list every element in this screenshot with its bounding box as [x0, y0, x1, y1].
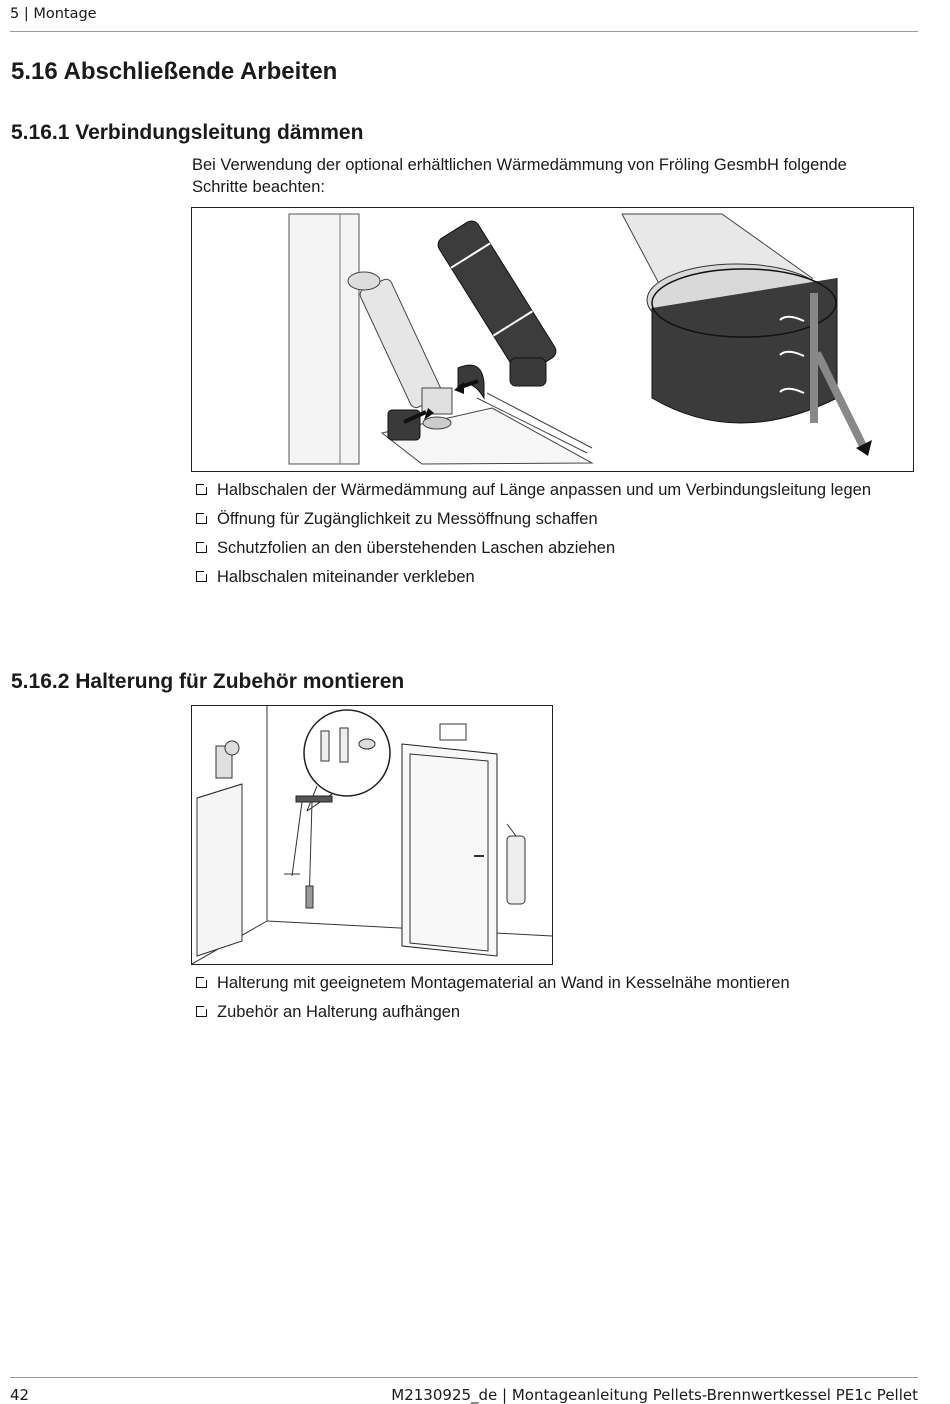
- step-text: Halbschalen miteinander verkleben: [217, 568, 475, 586]
- page-footer: [10, 1377, 918, 1404]
- checkbox-icon: [196, 513, 207, 524]
- step-item: [196, 480, 906, 501]
- insulation-illustration: [191, 207, 914, 472]
- intro-text: Bei Verwendung der optional erhältlichen Wärmedämmung von Fröling GesmbH folgende Schritte beachten:: [192, 156, 847, 196]
- header-text: 5 | Montage: [10, 6, 97, 22]
- page-header: [10, 6, 918, 32]
- checkbox-icon: [196, 1006, 207, 1017]
- insulation-drawing: [192, 208, 913, 471]
- subsection-title-holder: 5.16.2 Halterung für Zubehör montieren: [11, 670, 405, 693]
- subsection-title-insulation: 5.16.1 Verbindungsleitung dämmen: [11, 121, 364, 144]
- step-text: Halterung mit geeignetem Montagematerial an Wand in Kesselnähe montieren: [217, 974, 790, 992]
- document-reference: M2130925_de | Montageanleitung Pellets-Brennwertkessel PE1c Pellet: [391, 1386, 918, 1404]
- checkbox-icon: [196, 542, 207, 553]
- insulation-steps: [196, 480, 906, 596]
- step-item: [196, 567, 906, 588]
- step-text: Öffnung für Zugänglichkeit zu Messöffnung schaffen: [217, 510, 598, 528]
- checkbox-icon: [196, 484, 207, 495]
- section-title: 5.16 Abschließende Arbeiten: [11, 58, 338, 85]
- step-text: Halbschalen der Wärmedämmung auf Länge anpassen und um Verbindungsleitung legen: [217, 481, 872, 499]
- page-number: 42: [10, 1386, 30, 1404]
- step-text: Zubehör an Halterung aufhängen: [217, 1003, 461, 1021]
- step-item: [196, 973, 906, 994]
- holder-steps: [196, 973, 906, 1031]
- step-item: [196, 538, 906, 559]
- checkbox-icon: [196, 571, 207, 582]
- step-text: Schutzfolien an den überstehenden Laschen abziehen: [217, 539, 616, 557]
- holder-drawing: [192, 706, 552, 964]
- step-item: [196, 1002, 906, 1023]
- holder-illustration: [191, 705, 553, 965]
- step-item: [196, 509, 906, 530]
- checkbox-icon: [196, 977, 207, 988]
